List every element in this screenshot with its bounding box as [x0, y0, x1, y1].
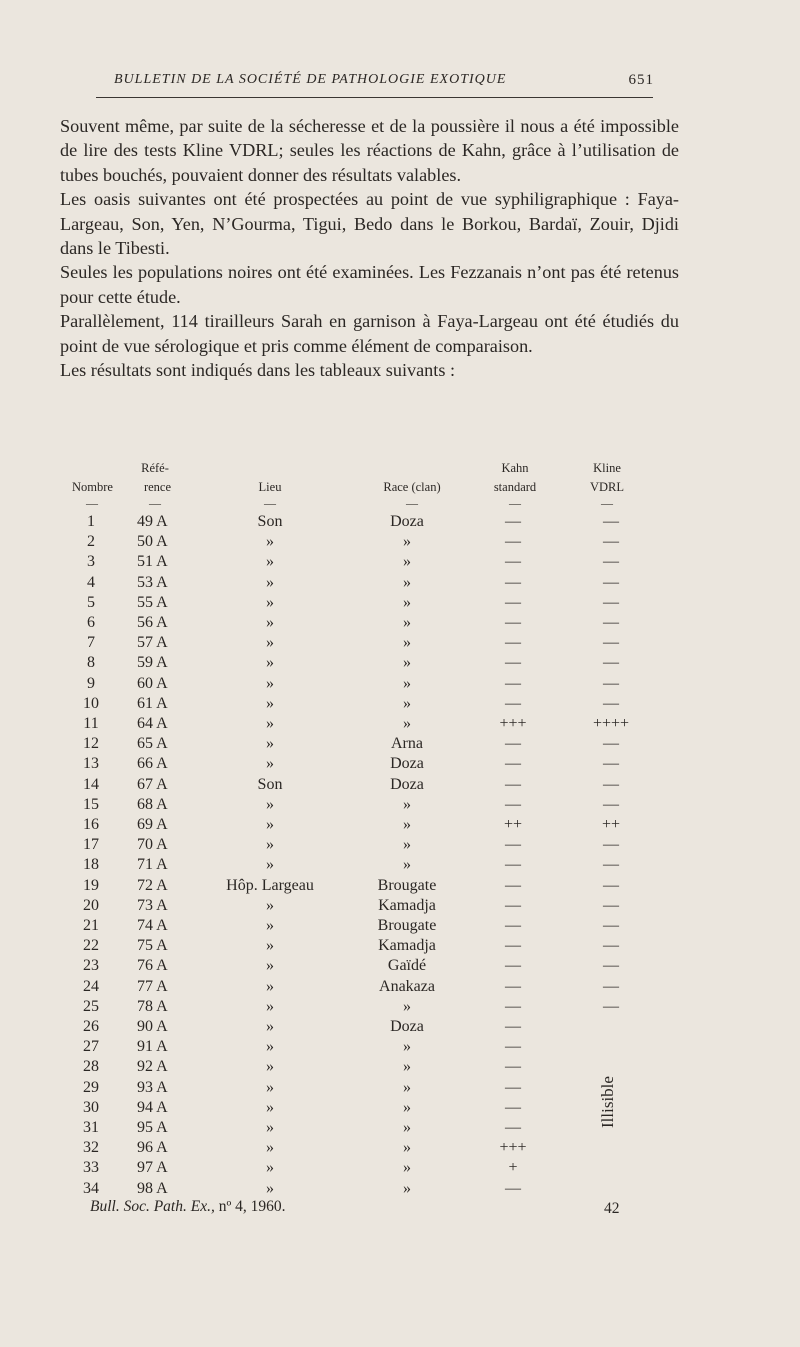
cell-kahn: —	[505, 1119, 521, 1136]
cell-reference: 76 A	[137, 957, 168, 975]
paragraph: Les résultats sont indiqués dans les tableaux suivants :	[60, 360, 456, 381]
cell-kahn: —	[505, 1098, 521, 1116]
citation-issue: nº 4, 1960.	[214, 1198, 286, 1215]
cell-race: »	[403, 836, 411, 854]
cell-nombre: 14	[83, 775, 99, 793]
cell-race: Kamadja	[378, 937, 436, 955]
cell-kline: —	[603, 533, 619, 551]
cell-nombre: 16	[83, 816, 99, 833]
cell-race: »	[403, 634, 411, 652]
cell-kahn: —	[505, 836, 521, 854]
cell-race: »	[403, 1038, 411, 1056]
cell-kline: —	[603, 997, 619, 1015]
header-ref-line2: rence	[143, 480, 172, 494]
cell-nombre: 6	[87, 614, 95, 631]
cell-lieu: »	[266, 957, 274, 975]
cell-reference: 78 A	[137, 997, 168, 1015]
cell-kahn: —	[505, 1058, 521, 1076]
cell-nombre: 17	[83, 836, 99, 854]
cell-lieu: »	[266, 755, 274, 773]
cell-kahn: +++	[499, 715, 527, 732]
cell-lieu: »	[266, 836, 274, 854]
cell-kahn: —	[505, 997, 521, 1015]
kline-illegible-label: Illisible	[598, 1076, 617, 1128]
cell-kahn: —	[505, 654, 521, 672]
cell-kahn: —	[505, 513, 521, 530]
cell-kahn: —	[505, 634, 521, 652]
cell-kline: —	[603, 795, 619, 813]
cell-kline: —	[603, 856, 619, 874]
cell-nombre: 9	[87, 674, 95, 692]
cell-nombre: 31	[83, 1119, 99, 1136]
cell-nombre: 22	[83, 937, 99, 955]
cell-kline: —	[603, 735, 619, 753]
cell-race: Anakaza	[379, 977, 435, 995]
header-dash: —	[264, 496, 276, 510]
cell-kahn: —	[505, 917, 521, 934]
cell-race: »	[403, 795, 411, 813]
citation-journal: Bull. Soc. Path. Ex.,	[90, 1198, 215, 1215]
paragraph: Les oasis suivantes ont été prospectées au point de vue syphiligraphique : Faya-Largeau, Son, Yen, N’Gourma, Tigui, Bedo dans le Borkou, Bardaï, Zouir, Djidi dans le Tibesti.	[60, 189, 679, 259]
cell-kahn: —	[505, 876, 521, 894]
cell-race: »	[403, 694, 411, 712]
cell-kahn: —	[505, 1179, 521, 1197]
paragraph: Parallèlement, 114 tirailleurs Sarah en garnison à Faya-Largeau ont été étudiés du point de vue sérologique et pris comme élément de comparaison.	[60, 311, 679, 356]
cell-kahn: —	[505, 775, 521, 793]
cell-reference: 56 A	[137, 614, 168, 631]
cell-lieu: »	[266, 997, 274, 1015]
cell-kahn: —	[505, 755, 521, 773]
cell-nombre: 30	[83, 1098, 99, 1116]
cell-reference: 64 A	[137, 715, 168, 732]
cell-lieu: »	[266, 896, 274, 914]
cell-lieu: »	[266, 917, 274, 934]
journal-title: BULLETIN DE LA SOCIÉTÉ DE PATHOLOGIE EXOTIQUE	[114, 72, 507, 87]
cell-reference: 49 A	[137, 513, 168, 530]
cell-reference: 53 A	[137, 573, 168, 591]
header-dash: —	[86, 496, 98, 510]
cell-lieu: »	[266, 654, 274, 672]
cell-nombre: 27	[83, 1038, 99, 1056]
header-kahn-line2: standard	[493, 480, 537, 494]
cell-kline: —	[603, 614, 619, 631]
cell-race: »	[403, 997, 411, 1015]
cell-lieu: »	[266, 715, 274, 732]
cell-race: »	[403, 614, 411, 631]
cell-lieu: »	[266, 593, 274, 611]
cell-nombre: 3	[87, 553, 95, 571]
cell-lieu: »	[266, 1038, 274, 1056]
cell-lieu: »	[266, 856, 274, 874]
cell-nombre: 24	[83, 977, 99, 995]
cell-nombre: 34	[83, 1179, 99, 1197]
cell-lieu: Son	[257, 513, 283, 530]
cell-kline: —	[603, 957, 619, 975]
cell-lieu: »	[266, 1159, 274, 1177]
cell-race: »	[403, 674, 411, 692]
cell-kahn: —	[505, 896, 521, 914]
cell-nombre: 12	[83, 735, 99, 753]
cell-lieu: »	[266, 1139, 274, 1157]
cell-kline: —	[603, 654, 619, 672]
cell-kahn: —	[505, 614, 521, 631]
cell-reference: 74 A	[137, 917, 168, 934]
cell-lieu: »	[266, 1179, 274, 1197]
cell-reference: 93 A	[137, 1078, 168, 1096]
cell-reference: 67 A	[137, 775, 168, 793]
cell-nombre: 32	[83, 1139, 99, 1157]
cell-race: »	[403, 1078, 411, 1096]
cell-reference: 51 A	[137, 553, 168, 571]
paragraph: Souvent même, par suite de la sécheresse et de la poussière il nous a été impossible de lire des tests Kline VDRL; seules les réactions de Kahn, grâce à l’utilisation de tubes bouchés, pouvaient donner des résultats valables.	[60, 116, 679, 185]
cell-kline: —	[603, 937, 619, 955]
cell-reference: 57 A	[137, 634, 168, 652]
citation	[90, 1198, 286, 1216]
cell-nombre: 15	[83, 795, 99, 813]
cell-lieu: »	[266, 977, 274, 995]
cell-lieu: »	[266, 614, 274, 631]
cell-lieu: »	[266, 937, 274, 955]
cell-lieu: Hôp. Largeau	[226, 876, 314, 894]
cell-kline: —	[603, 836, 619, 854]
cell-kahn: —	[505, 937, 521, 955]
cell-race: Kamadja	[378, 896, 436, 914]
cell-kline: —	[603, 674, 619, 692]
cell-kahn: +	[508, 1159, 518, 1177]
cell-lieu: »	[266, 553, 274, 571]
cell-lieu: »	[266, 735, 274, 753]
cell-lieu: »	[266, 1119, 274, 1136]
cell-race: »	[403, 1139, 411, 1157]
header-kline-line2: VDRL	[589, 480, 625, 494]
cell-race: Doza	[390, 755, 424, 773]
cell-nombre: 28	[83, 1058, 99, 1076]
cell-race: »	[403, 1058, 411, 1076]
cell-nombre: 19	[83, 876, 99, 894]
cell-kline: —	[603, 573, 619, 591]
header-dash: —	[149, 496, 161, 510]
cell-reference: 98 A	[137, 1179, 168, 1197]
cell-kline: —	[603, 917, 619, 934]
cell-kline: —	[603, 977, 619, 995]
cell-kahn: —	[505, 735, 521, 753]
header-kline-line1: Kline	[593, 461, 621, 475]
cell-reference: 70 A	[137, 836, 168, 854]
cell-lieu: »	[266, 533, 274, 551]
cell-nombre: 10	[83, 694, 99, 712]
cell-kahn: —	[505, 1018, 521, 1035]
cell-race: »	[403, 1179, 411, 1197]
cell-nombre: 1	[87, 513, 95, 530]
cell-nombre: 21	[83, 917, 99, 934]
cell-lieu: »	[266, 1078, 274, 1096]
cell-nombre: 2	[87, 533, 95, 551]
cell-nombre: 20	[83, 896, 99, 914]
cell-kline: —	[603, 876, 619, 894]
cell-race: »	[403, 593, 411, 611]
header-rule	[96, 97, 653, 98]
cell-reference: 94 A	[137, 1098, 168, 1116]
cell-nombre: 25	[83, 997, 99, 1015]
cell-kahn: ++	[503, 816, 523, 833]
cell-kahn: —	[505, 533, 521, 551]
cell-nombre: 23	[83, 957, 99, 975]
running-head	[114, 72, 654, 94]
cell-nombre: 18	[83, 856, 99, 874]
cell-kahn: —	[505, 674, 521, 692]
cell-lieu: »	[266, 795, 274, 813]
cell-kahn: —	[505, 1038, 521, 1056]
cell-lieu: »	[266, 674, 274, 692]
cell-reference: 90 A	[137, 1018, 168, 1035]
cell-nombre: 26	[83, 1018, 99, 1035]
cell-race: Brougate	[377, 876, 437, 894]
cell-race: »	[403, 654, 411, 672]
cell-kline: —	[603, 513, 619, 530]
cell-race: Arna	[391, 735, 423, 753]
page-number: 651	[628, 72, 654, 88]
cell-reference: 65 A	[137, 735, 168, 753]
cell-lieu: »	[266, 816, 274, 833]
header-dash: —	[509, 496, 521, 510]
cell-kahn: —	[505, 795, 521, 813]
cell-race: Doza	[390, 775, 424, 793]
cell-reference: 60 A	[137, 674, 168, 692]
cell-race: »	[403, 553, 411, 571]
cell-reference: 91 A	[137, 1038, 168, 1056]
cell-kahn: —	[505, 553, 521, 571]
cell-kahn: —	[505, 856, 521, 874]
header-race: Race (clan)	[383, 480, 441, 494]
header-ref-line1: Réfé-	[141, 461, 169, 475]
cell-reference: 72 A	[137, 876, 168, 894]
cell-kahn: —	[505, 977, 521, 995]
cell-reference: 68 A	[137, 795, 168, 813]
cell-kline: —	[603, 755, 619, 773]
cell-race: Doza	[390, 513, 424, 530]
cell-nombre: 13	[83, 755, 99, 773]
cell-reference: 71 A	[137, 856, 168, 874]
cell-reference: 61 A	[137, 694, 168, 712]
cell-kline: —	[603, 694, 619, 712]
cell-kahn: —	[505, 957, 521, 975]
header-nombre: Nombre	[72, 480, 113, 494]
cell-reference: 96 A	[137, 1139, 168, 1157]
cell-lieu: Son	[257, 775, 283, 793]
cell-reference: 50 A	[137, 533, 168, 551]
cell-kahn: +++	[499, 1139, 527, 1157]
cell-reference: 75 A	[137, 937, 168, 955]
header-dash: —	[601, 496, 613, 510]
cell-kline: —	[603, 634, 619, 652]
header-lieu: Lieu	[258, 480, 282, 494]
cell-reference: 95 A	[137, 1119, 168, 1136]
cell-kline: —	[603, 593, 619, 611]
cell-nombre: 11	[83, 715, 99, 732]
cell-lieu: »	[266, 694, 274, 712]
sheet-number: 42	[604, 1200, 620, 1217]
cell-race: »	[403, 1119, 411, 1136]
cell-race: »	[403, 715, 411, 732]
cell-race: Gaïdé	[387, 957, 427, 975]
paragraph: Seules les populations noires ont été examinées. Les Fezzanais n’ont pas été retenus pour cette étude.	[60, 262, 679, 307]
cell-race: »	[403, 533, 411, 551]
cell-kahn: —	[505, 573, 521, 591]
cell-nombre: 29	[83, 1078, 99, 1096]
cell-kahn: —	[505, 1078, 521, 1096]
cell-nombre: 5	[87, 593, 95, 611]
cell-lieu: »	[266, 1098, 274, 1116]
cell-kline: —	[603, 896, 619, 914]
cell-race: Brougate	[377, 917, 437, 934]
header-kahn-line1: Kahn	[501, 461, 529, 475]
cell-kline: —	[603, 775, 619, 793]
cell-reference: 59 A	[137, 654, 168, 672]
cell-reference: 66 A	[137, 755, 168, 773]
cell-kline: ++	[601, 816, 621, 833]
header-dash: —	[406, 496, 418, 510]
cell-nombre: 4	[87, 573, 95, 591]
cell-reference: 73 A	[137, 896, 168, 914]
cell-reference: 92 A	[137, 1058, 168, 1076]
cell-kahn: —	[505, 593, 521, 611]
cell-race: »	[403, 816, 411, 833]
cell-lieu: »	[266, 573, 274, 591]
cell-lieu: »	[266, 634, 274, 652]
body-text	[60, 114, 679, 382]
cell-nombre: 33	[83, 1159, 99, 1177]
cell-kahn: —	[505, 694, 521, 712]
cell-reference: 77 A	[137, 977, 168, 995]
cell-nombre: 8	[87, 654, 95, 672]
cell-lieu: »	[266, 1018, 274, 1035]
cell-race: »	[403, 1098, 411, 1116]
cell-reference: 97 A	[137, 1159, 168, 1177]
cell-race: »	[403, 573, 411, 591]
cell-kline: ++++	[592, 715, 630, 732]
cell-reference: 55 A	[137, 593, 168, 611]
cell-race: »	[403, 1159, 411, 1177]
cell-race: Doza	[390, 1018, 424, 1035]
cell-nombre: 7	[87, 634, 95, 652]
cell-race: »	[403, 856, 411, 874]
cell-lieu: »	[266, 1058, 274, 1076]
cell-kline: —	[603, 553, 619, 571]
cell-reference: 69 A	[137, 816, 168, 833]
